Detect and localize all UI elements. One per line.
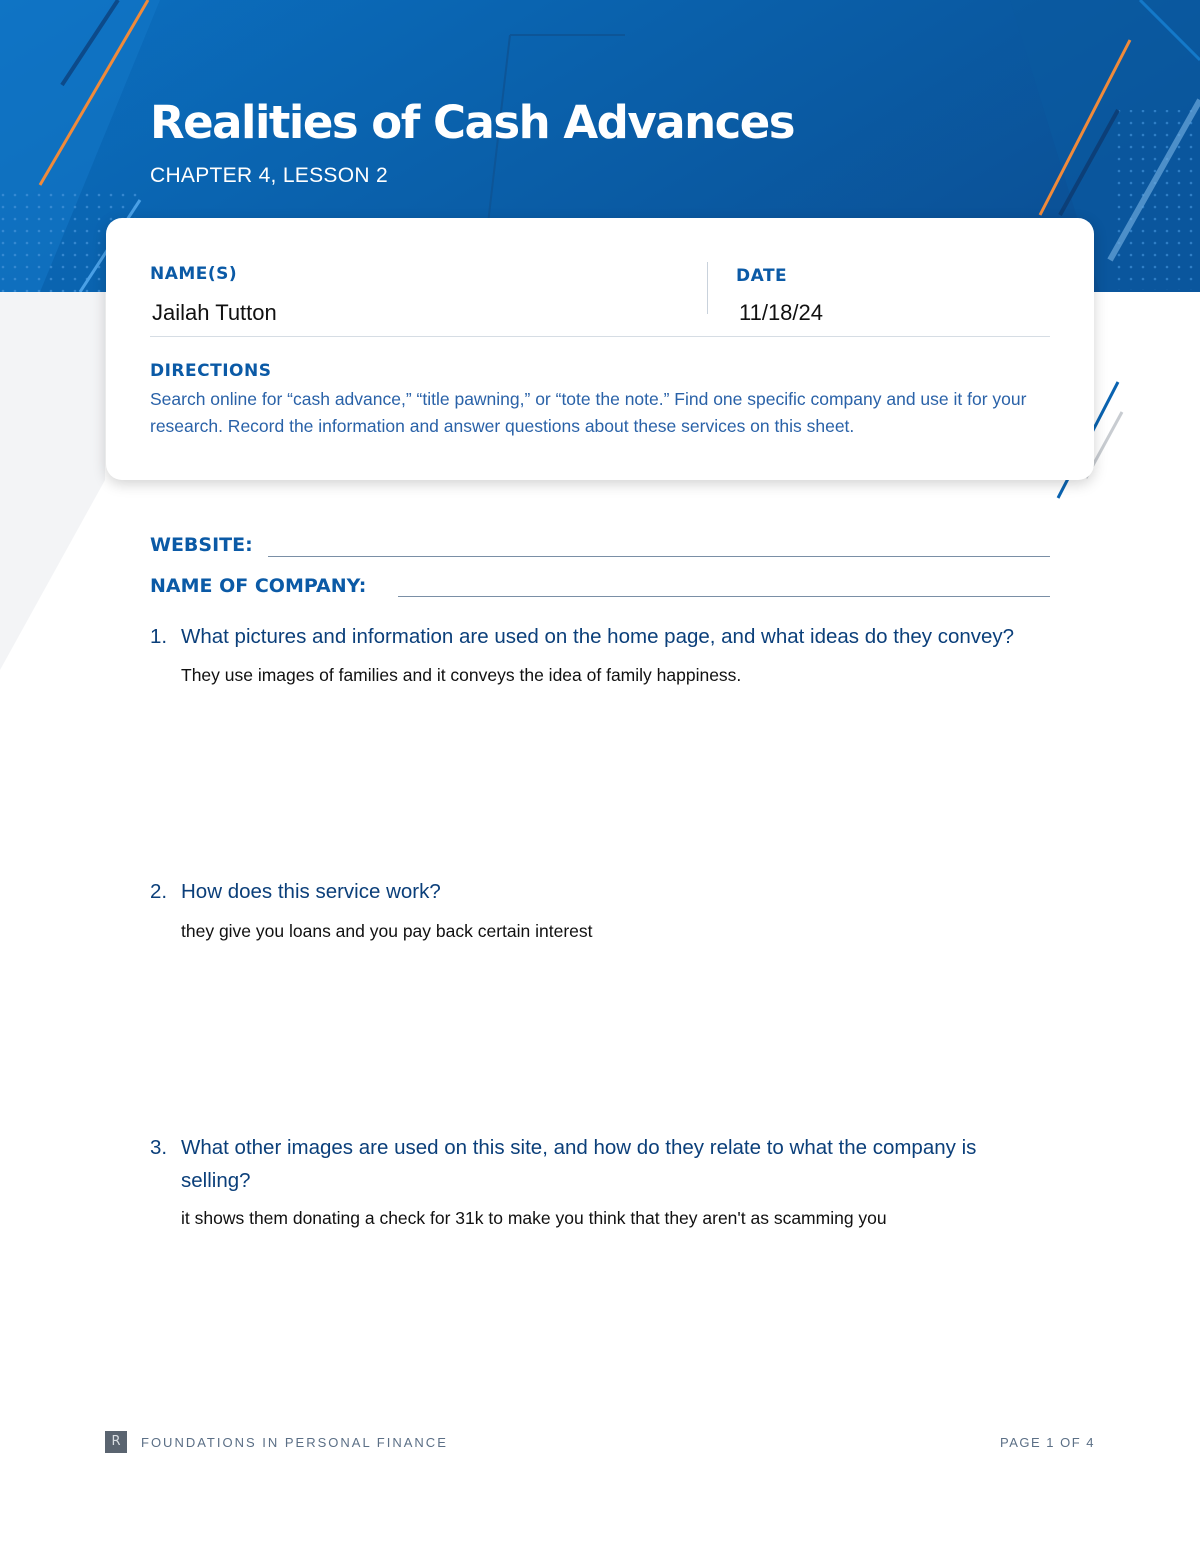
answer-1[interactable]: They use images of families and it conveys the idea of family happiness. bbox=[181, 665, 742, 685]
directions-label: DIRECTIONS bbox=[150, 361, 272, 381]
footer-course-name: FOUNDATIONS IN PERSONAL FINANCE bbox=[141, 1435, 448, 1450]
card-horizontal-divider bbox=[150, 336, 1050, 337]
company-name-input[interactable] bbox=[398, 596, 1050, 597]
page-number: PAGE 1 OF 4 bbox=[999, 1435, 1095, 1450]
question-text: How does this service work? bbox=[181, 880, 441, 903]
answer-3[interactable]: it shows them donating a check for 31k to make you think that they aren't as scamming you bbox=[181, 1208, 887, 1228]
card-vertical-divider bbox=[707, 262, 708, 314]
date-field[interactable]: 11/18/24 bbox=[739, 300, 824, 325]
question-number: 1. bbox=[150, 625, 168, 648]
question-number: 3. bbox=[150, 1136, 168, 1159]
website-input[interactable] bbox=[268, 556, 1050, 557]
names-label: NAME(S) bbox=[150, 264, 238, 284]
question-text: What pictures and information are used on the home page, and what ideas do they convey? bbox=[181, 625, 1015, 648]
date-label: DATE bbox=[736, 266, 788, 286]
question-number: 2. bbox=[150, 880, 168, 903]
page-subtitle: CHAPTER 4, LESSON 2 bbox=[150, 164, 388, 187]
brand-logo-icon: R bbox=[105, 1431, 127, 1453]
info-card bbox=[106, 218, 1094, 480]
answer-2[interactable]: they give you loans and you pay back certain interest bbox=[181, 921, 593, 941]
names-field[interactable]: Jailah Tutton bbox=[152, 300, 277, 325]
website-label: WEBSITE: bbox=[150, 534, 253, 556]
question-text: What other images are used on this site, and how do they relate to what the company is selling? bbox=[181, 1136, 977, 1192]
page-title: Realities of Cash Advances bbox=[150, 96, 795, 149]
company-name-label: NAME OF COMPANY: bbox=[150, 575, 367, 597]
directions-text: Search online for “cash advance,” “title pawning,” or “tote the note.” Find one specific company and use it for your research. Record the information and answer questions about these services on this sheet. bbox=[150, 389, 1027, 436]
